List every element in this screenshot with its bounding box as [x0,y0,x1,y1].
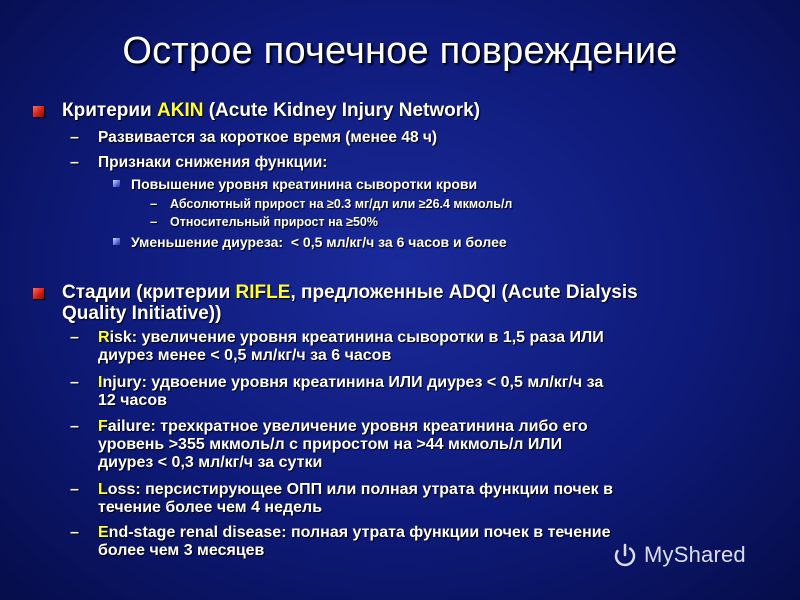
stage-risk [98,329,758,365]
diuresis-label: Уменьшение диуреза: [131,234,284,250]
section1-prefix: Критерии [62,100,157,121]
section1-item-1: Развивается за короткое время (менее 48 ч) [98,129,438,146]
stage-text: isk: увеличение уровня креатинина сыворотки в 1,5 раза ИЛИ [109,329,604,346]
watermark [612,540,746,570]
stage-text: nd-stage renal disease: полная утрата функции почек в течение [108,524,611,541]
red-square-bullet-icon [33,106,44,117]
stage-text: течение более чем 4 недель [98,499,323,516]
stage-injury [98,374,758,410]
stage-text: ailure: трехкратное увеличение уровня креатинина либо его [107,418,588,435]
section1-item-2: Признаки снижения функции: [98,154,328,171]
stage-letter: F [98,418,108,435]
stage-text: njury: удвоение уровня креатинина ИЛИ диурез < 0,5 мл/кг/ч за [102,374,604,391]
stage-letter: E [98,524,109,541]
power-icon [612,542,638,568]
blue-square-bullet-icon [113,238,120,245]
relative-increase: Относительный прирост на ≥50% [170,215,378,229]
dash-marker: – [70,129,79,146]
section2-heading [62,282,782,324]
stage-text: уровень >355 мкмоль/л с приростом на >44 мкмоль/л ИЛИ [98,436,563,453]
dash-marker: – [150,214,158,229]
creatinine-increase: Повышение уровня креатинина сыворотки крови [131,176,478,192]
section1-heading [62,100,480,121]
stage-text: 12 часов [98,392,167,409]
stage-letter: L [98,481,108,498]
section2-suffix: , предложенные ADQI (Acute Dialysis [290,282,638,303]
section2-heading-line1 [62,282,782,303]
stage-text: диурез < 0,3 мл/кг/ч за сутки [98,454,323,471]
stage-text: более чем 3 месяцев [98,542,265,559]
slide-title: Острое почечное повреждение [122,30,678,72]
section2-prefix: Стадии (критерии [62,282,236,303]
dash-marker: – [70,481,79,498]
absolute-increase: Абсолютный прирост на ≥0.3 мг/дл или ≥26.4 мкмоль/л [170,197,513,211]
dash-marker: – [70,154,79,171]
watermark-text: MyShared [644,542,746,567]
stage-loss [98,481,758,517]
akin-highlight: AKIN [157,100,204,121]
stage-failure [98,418,758,472]
dash-marker: – [150,196,158,211]
diuresis-decrease [131,234,507,250]
stage-letter: I [98,374,103,391]
dash-marker: – [70,374,79,391]
stage-letter: R [98,329,110,346]
stage-text: диурез менее < 0,5 мл/кг/ч за 6 часов [98,347,392,364]
blue-square-bullet-icon [113,180,120,187]
dash-marker: – [70,524,79,541]
dash-marker: – [70,329,79,346]
diuresis-value: < 0,5 мл/кг/ч за 6 часов и более [290,234,507,250]
rifle-highlight: RIFLE [235,282,291,303]
stage-text: oss: персистирующее ОПП или полная утрата функции почек в [107,481,613,498]
section1-suffix: (Acute Kidney Injury Network) [203,100,481,121]
dash-marker: – [70,418,79,435]
red-square-bullet-icon [33,288,44,299]
section2-heading-line2: Quality Initiative)) [62,303,222,324]
